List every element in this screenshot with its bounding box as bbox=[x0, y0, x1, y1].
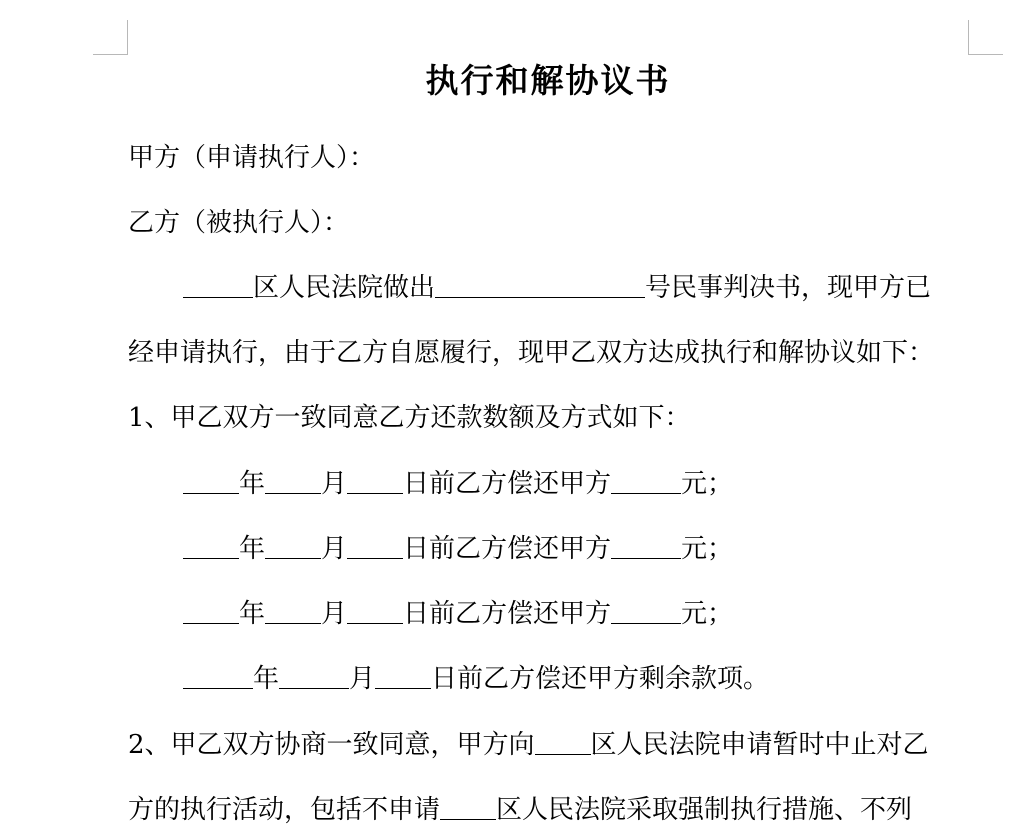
court-blank[interactable] bbox=[535, 732, 591, 755]
clause-1-heading: 1、甲乙双方一致同意乙方还款数额及方式如下： bbox=[128, 403, 691, 433]
repayment-line bbox=[183, 534, 733, 564]
yuan-label: 元； bbox=[681, 469, 734, 499]
repay-label: 日前乙方偿还甲方 bbox=[403, 469, 612, 499]
year-label: 年 bbox=[253, 664, 280, 694]
month-blank[interactable] bbox=[279, 666, 349, 689]
page-corner-mark-top-left bbox=[93, 20, 128, 55]
amount-blank[interactable] bbox=[611, 536, 681, 559]
day-blank[interactable] bbox=[347, 536, 403, 559]
clause-2-text-1: 2、甲乙双方协商一致同意，甲方向 bbox=[128, 730, 535, 760]
intro-line-1 bbox=[183, 273, 931, 303]
day-blank[interactable] bbox=[375, 666, 431, 689]
final-repayment-line bbox=[183, 664, 769, 694]
year-blank[interactable] bbox=[183, 601, 239, 624]
judgment-number-blank[interactable] bbox=[435, 275, 645, 298]
year-blank[interactable] bbox=[183, 536, 239, 559]
clause-2-line-1 bbox=[128, 730, 929, 760]
year-label: 年 bbox=[239, 534, 266, 564]
month-blank[interactable] bbox=[265, 601, 321, 624]
repay-label: 日前乙方偿还甲方 bbox=[403, 599, 612, 629]
month-label: 月 bbox=[321, 534, 348, 564]
clause-2-line-2 bbox=[128, 795, 912, 825]
year-label: 年 bbox=[239, 469, 266, 499]
court-blank[interactable] bbox=[183, 275, 253, 298]
repayment-line bbox=[183, 469, 733, 499]
party-a-line: 甲方（申请执行人）： bbox=[128, 143, 376, 173]
year-label: 年 bbox=[239, 599, 266, 629]
day-blank[interactable] bbox=[347, 601, 403, 624]
court-blank[interactable] bbox=[440, 797, 496, 820]
month-blank[interactable] bbox=[265, 536, 321, 559]
intro-line-2: 经申请执行，由于乙方自愿履行，现甲乙双方达成执行和解协议如下： bbox=[128, 338, 935, 368]
intro-text-2: 号民事判决书，现甲方已 bbox=[645, 273, 932, 303]
clause-2-text-2: 区人民法院申请暂时中止对乙 bbox=[590, 730, 929, 760]
repayment-line bbox=[183, 599, 733, 629]
month-label: 月 bbox=[321, 599, 348, 629]
clause-2-text-3: 方的执行活动，包括不申请 bbox=[128, 795, 441, 825]
final-repay-label: 日前乙方偿还甲方剩余款项。 bbox=[431, 664, 770, 694]
document-title: 执行和解协议书 bbox=[425, 61, 671, 100]
month-label: 月 bbox=[321, 469, 348, 499]
intro-text-1: 区人民法院做出 bbox=[253, 273, 436, 303]
amount-blank[interactable] bbox=[611, 601, 681, 624]
year-blank[interactable] bbox=[183, 471, 239, 494]
month-blank[interactable] bbox=[265, 471, 321, 494]
month-label: 月 bbox=[349, 664, 376, 694]
party-b-line: 乙方（被执行人）： bbox=[128, 208, 350, 238]
yuan-label: 元； bbox=[681, 599, 734, 629]
page-corner-mark-top-right bbox=[968, 20, 1003, 55]
amount-blank[interactable] bbox=[611, 471, 681, 494]
repay-label: 日前乙方偿还甲方 bbox=[403, 534, 612, 564]
day-blank[interactable] bbox=[347, 471, 403, 494]
clause-2-text-4: 区人民法院采取强制执行措施、不列 bbox=[496, 795, 913, 825]
year-blank[interactable] bbox=[183, 666, 253, 689]
yuan-label: 元； bbox=[681, 534, 734, 564]
